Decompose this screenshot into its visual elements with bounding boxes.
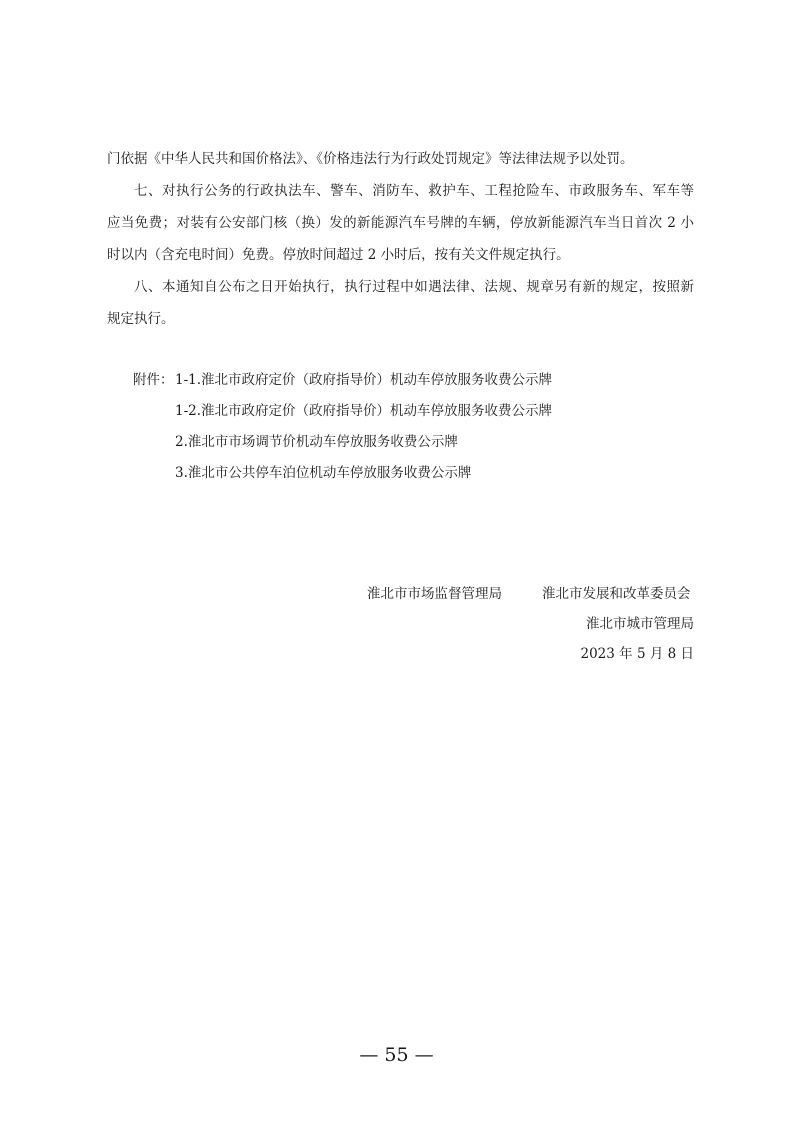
body-line-4: 时以内（含充电时间）免费。停放时间超过 2 小时后，按有关文件规定执行。	[107, 247, 570, 263]
attachment-item-2: 2.淮北市市场调节价机动车停放服务收费公示牌	[175, 434, 458, 450]
body-line-6: 规定执行。	[107, 311, 175, 327]
body-line-1: 门依据《中华人民共和国价格法》、《价格违法行为行政处罚规定》等法律法规予以处罚。	[107, 151, 634, 167]
issuer-development-reform: 淮北市发展和改革委员会	[542, 586, 691, 602]
issuer-urban-management: 淮北市城市管理局	[586, 616, 694, 632]
body-line-5: 八、本通知自公布之日开始执行，执行过程中如遇法律、法规、规章另有新的规定，按照新	[134, 279, 694, 295]
attachment-item-3: 3.淮北市公共停车泊位机动车停放服务收费公示牌	[175, 465, 472, 481]
body-line-3: 应当免费；对装有公安部门核（换）发的新能源汽车号牌的车辆，停放新能源汽车当日首次 2 小	[107, 215, 694, 231]
issue-date: 2023 年 5 月 8 日	[580, 646, 694, 662]
issuer-market-supervision: 淮北市市场监督管理局	[367, 586, 502, 602]
attachment-item-1-1: 1-1.淮北市政府定价（政府指导价）机动车停放服务收费公示牌	[175, 372, 553, 388]
attachments-label: 附件：	[133, 372, 174, 388]
attachment-item-1-2: 1-2.淮北市政府定价（政府指导价）机动车停放服务收费公示牌	[175, 403, 553, 419]
body-line-2: 七、对执行公务的行政执法车、警车、消防车、救护车、工程抢险车、市政服务车、军车等	[134, 183, 694, 199]
page-number: — 55 —	[359, 1044, 434, 1066]
